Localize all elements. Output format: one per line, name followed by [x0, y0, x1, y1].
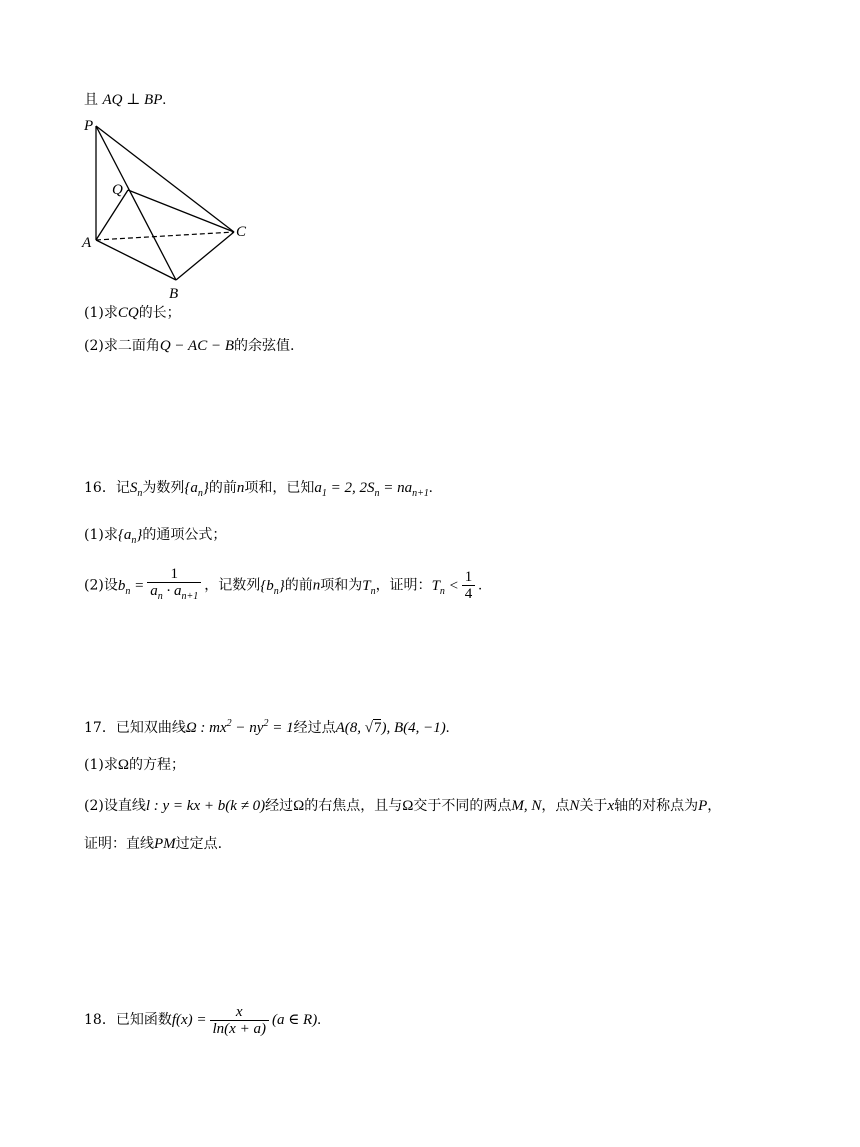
edge-pc [96, 126, 234, 232]
q17-point-b: ), B(4, −1) [381, 720, 446, 736]
label-a: A [82, 235, 92, 251]
q16-p2-seq: {b [260, 577, 274, 594]
q17-sup1: 2 [226, 718, 232, 729]
edge-ac-hidden [96, 232, 234, 240]
q16-quarter-den: 4 [464, 586, 473, 602]
q16-n: n [236, 480, 245, 496]
q17-p2-x: x [607, 798, 615, 814]
q18-fraction [210, 1004, 269, 1037]
q15-p1-suffix: 的长； [138, 305, 181, 321]
q15-p1-prefix: (1)求 [84, 305, 118, 321]
q16-text: 的前 [208, 480, 237, 496]
q15-part2 [84, 336, 294, 356]
label-b: B [169, 286, 179, 302]
q17-p1-suffix: 的方程； [129, 757, 185, 773]
q17-text: 经过 [265, 798, 294, 814]
q17-part1 [84, 755, 185, 775]
q16-S-sub: n [137, 488, 143, 499]
q17-text: 轴的对称点为 [614, 798, 699, 814]
q16-part1 [84, 525, 226, 551]
q16-p2-prefix: (2)设 [84, 577, 118, 594]
q16-text: ，证明： [375, 577, 432, 594]
edge-pb [96, 126, 176, 280]
q17-p2-omega: Ω [293, 798, 305, 814]
q17-part2 [84, 796, 721, 816]
q16-p2-seq-close: } [278, 577, 285, 594]
q16-text: 项和，已知 [244, 480, 315, 496]
q18-number: 18． [84, 1012, 116, 1028]
q16-given-sub2: n [374, 488, 380, 499]
q16-frac-dot: · a [162, 583, 182, 599]
q17-p2-n: N [569, 798, 580, 814]
q17-sup2: 2 [263, 718, 269, 729]
q17-text: 关于 [579, 798, 608, 814]
q17-point-a: A(8, [335, 720, 365, 736]
q16-given-rest2: = na [379, 480, 413, 496]
q16-text: 记 [115, 480, 130, 496]
q18-text: 已知函数 [115, 1012, 172, 1028]
q18-cond: (a ∈ R) [271, 1012, 318, 1028]
q15-cond-math: AQ ⊥ BP [102, 92, 163, 108]
q17-p2-omega2: Ω [402, 798, 414, 814]
q16-frac-den-sub2: n+1 [181, 591, 199, 602]
q16-part2 [84, 566, 482, 609]
q16-frac-num: 1 [147, 566, 201, 583]
q16-quarter-fraction [462, 569, 476, 602]
q16-text: 项和为 [320, 577, 363, 594]
tetrahedron-figure [76, 108, 266, 303]
q17-end: . [445, 720, 450, 736]
q16-text: ，记数列 [204, 577, 261, 594]
q16-p2-T2: T [431, 577, 440, 594]
q18-f: f(x) = [171, 1012, 207, 1028]
q16-p1-suffix: 的通项公式； [142, 527, 227, 543]
q16-p2-n: n [312, 577, 321, 594]
q16-given-rest: = 2, 2S [326, 480, 375, 496]
q17-text: 证明：直线 [84, 836, 154, 852]
q15-p2-prefix: (2)求二面角 [84, 338, 160, 354]
q17-text: ， [707, 798, 722, 814]
q17-p2-pm: PM [154, 836, 176, 852]
q17-number: 17． [84, 720, 116, 736]
q16-p1-prefix: (1)求 [84, 527, 118, 543]
q16-given-sub3: n+1 [412, 488, 429, 499]
q17-eq2: − ny [231, 720, 264, 736]
q17-text: 已知双曲线 [115, 720, 186, 736]
label-q: Q [112, 182, 123, 198]
q15-p2-suffix: 的余弦值. [233, 338, 295, 354]
q17-text: 交于不同的两点 [413, 798, 512, 814]
q16-given-sub: 1 [321, 488, 327, 499]
q17-p2-prefix: (2)设直线 [84, 798, 146, 814]
q17-p2-line: l : y = kx + b(k ≠ 0) [145, 798, 266, 814]
q16-frac-den-sub: n [157, 591, 163, 602]
q17-text: 过定点. [175, 836, 223, 852]
q16-seq-close: } [202, 480, 209, 496]
label-p: P [84, 118, 94, 134]
q15-cond-end: . [162, 92, 167, 108]
edge-bc [176, 232, 234, 280]
q16-fraction [147, 566, 201, 605]
q17-p1-omega: Ω [117, 757, 129, 773]
q16-quarter-num: 1 [462, 569, 476, 586]
label-c: C [236, 224, 247, 240]
q17-text: 经过点 [293, 720, 336, 736]
q16-stem [84, 478, 433, 504]
q15-p2-math: Q − AC − B [159, 338, 234, 354]
q16-p1-close: } [136, 527, 143, 543]
q16-p2-end: . [478, 577, 483, 594]
q16-end: . [428, 480, 433, 496]
q17-text: 的右焦点，且与 [304, 798, 403, 814]
q17-p1-prefix: (1)求 [84, 757, 118, 773]
edge-ab [96, 240, 176, 280]
q15-part1 [84, 303, 181, 323]
q17-p2-mn: M, N [511, 798, 542, 814]
q17-eq: Ω : mx [185, 720, 227, 736]
q17-part2-cont [84, 834, 222, 854]
q16-S: S [129, 480, 138, 496]
q16-frac-den: a [150, 583, 158, 599]
edge-qc [128, 190, 234, 232]
q16-p2-b: b [117, 577, 126, 594]
q16-text: 为数列 [142, 480, 185, 496]
q16-p1-seq: {a [117, 527, 132, 543]
q16-p2-seq-sub: n [273, 585, 279, 597]
q16-p2-Tsub: n [370, 585, 376, 597]
q16-number: 16． [84, 480, 116, 496]
q16-given: a [314, 480, 322, 496]
q16-p2-lt: < [444, 577, 459, 594]
q18-frac-num: x [210, 1004, 269, 1021]
q16-seq: {a [184, 480, 198, 496]
q17-eq3: = 1 [268, 720, 294, 736]
q16-seq-sub: n [197, 488, 203, 499]
q16-p1-sub: n [131, 535, 137, 546]
q17-stem: 17．已知双曲线Ω : $mx^2 - ny^2 = 1$经过点A(8, √7), B(4, −1). [84, 718, 450, 736]
q16-p2-T2sub: n [439, 585, 445, 597]
q15-condition [84, 90, 166, 110]
q16-p2-T: T [362, 577, 371, 594]
q18-frac-den: ln(x + a) [212, 1020, 266, 1037]
q16-p2-eq: = [130, 577, 145, 594]
q17-sqrt7: 7 [373, 720, 382, 736]
q17-text: ，点 [541, 798, 570, 814]
q18-stem [84, 1000, 321, 1040]
q15-cond-prefix: 且 [84, 92, 98, 108]
q15-p1-math: CQ [117, 305, 139, 321]
q18-end: . [317, 1012, 321, 1028]
q16-text: 的前 [284, 577, 313, 594]
q16-p2-bsub: n [125, 585, 131, 597]
q17-p2-p: P [698, 798, 708, 814]
